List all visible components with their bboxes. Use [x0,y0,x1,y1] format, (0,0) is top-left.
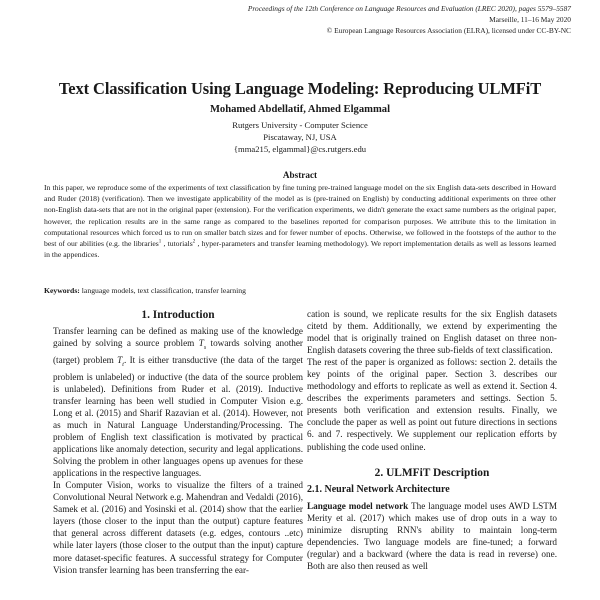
keywords-line [44,285,556,296]
paragraph: The rest of the paper is organized as follows: section 2. details the key points of the original paper. Section 3. describes our methodology and efforts to replicate as well as extend it. Section 4. describes the experiments parameters and settings. Section 5. presents both verification and extension results. Finally, we conclude the paper as well as point out future directions in sections 6. and 7. respectively. We supplement our replication efforts by publishing the code used online. [307,357,557,452]
license-line: © European Language Resources Association (ELRA), licensed under CC-BY-NC [326,26,571,35]
affiliation: Rutgers University - Computer Science [232,120,368,130]
footnote-marker[interactable]: 1 [158,239,162,245]
math-subscript: t [122,361,124,368]
text-run: . It is either transductive (the data of the target problem is unlabeled) or inductive (the data of the source problem is unlabeled). Definitions from Ruder et al. (2019). Inductive transfer learning has been well studied in Computer Vision e.g. Long et al. (2015) and Sharif Razavian et al. (2014). However, not as much in Natural Language Understanding/Processing. The problem of English text classification is motivated by practical applications like anomaly detection, security and legal applications. Solving the problem in other languages opens up avenues for these applications in the respective languages. [53,354,303,479]
email: {mma215, elgammal}@cs.rutgers.edu [233,144,367,154]
paragraph [307,500,557,572]
right-column [307,308,557,572]
abstract-text-part: In this paper, we reproduce some of the experiments of text classification by fine tuning pre-trained language model on the six English data-sets described in Howard and Ruder (2018) (verification). Then we investigate applicability of the model as is (pre-trained on English) by conducting additional experiments on three other non-English data-sets that are not in the original paper (extension). For the verification experiments, we didn't generate the exact same numbers as the original paper, however, the replication results are in the same range as compared to the baselines reported for comparison purposes. We attribute this to the limitation in computational resources which forced us to run on smaller batch sizes and for fewer number of epochs. Otherwise, we followed in the footsteps of the author to the best of our abilities (e.g. the libraries [44,183,556,249]
math-var: T [198,338,204,349]
math-symbol [117,354,124,368]
keywords-text: language models, text classification, transfer learning [79,286,246,295]
footnote-marker[interactable]: 2 [192,239,196,245]
math-var: T [117,354,123,365]
run-in-heading: Language model network [307,500,409,511]
text-run: The language model uses AWD LSTM Merity et al. (2017) which makes use of drop outs in a way to minimize disrupting RNN's ability to maintain long-term dependencies. Two language models are fine-tuned; a forward (regular) and a backward (where the data is read in reverse) one. Both are also then reused as well [307,500,558,571]
address: Piscataway, NJ, USA [263,132,337,142]
proceedings-line: Proceedings of the 12th Conference on Language Resources and Evaluation (LREC 2020), pages 5579–5587 [247,4,571,13]
paragraph [53,325,303,479]
section-heading-ulmfit: 2. ULMFiT Description [374,466,490,479]
abstract-text [44,182,556,260]
paragraph: In Computer Vision, works to visualize the filters of a trained Convolutional Neural Network e.g. Mahendran and Vedaldi (2016), Samek et al. (2016) and Yosinski et al. (2014) show that the earlier layers (those closer to the input than the output) capture features that general across different datasets (e.g. edges, contours ..etc) while later layers (those closer to the output than the input) capture more dataset-specific features. A successful strategy for Computer Vision transfer learning has been transferring the ear- [53,480,303,575]
math-subscript: s [203,344,207,351]
abstract-heading: Abstract [282,170,318,180]
subsection-heading-architecture: 2.1. Neural Network Architecture [307,483,450,495]
paper-authors: Mohamed Abdellatif, Ahmed Elgammal [209,104,391,115]
abstract-text-part: , tutorials [161,239,193,249]
abstract-text-part: , hyper-parameters and transfer learning methodology). We report implementation details as well as lessons learned in the appendices. [44,239,556,260]
paragraph: cation is sound, we replicate results for the six English datasets citetd by them. Additionally, we extend by experimenting the model that is originally trained on English dataset on three non-English datasets covering the three sub-fields of text classification. [307,309,557,356]
section-heading-introduction: 1. Introduction [141,309,215,321]
paper-title: Text Classification Using Language Modeling: Reproducing ULMFiT [58,79,542,98]
location-date-line: Marseille, 11–16 May 2020 [489,15,571,24]
text-run: Transfer learning can be defined as making use of the knowledge gained by solving a source problem [53,326,303,349]
author-affiliation-block [0,119,600,155]
keywords-label: Keywords: [44,286,80,295]
left-column [53,308,303,576]
page-header [248,3,571,36]
text-run: towards solving another (target) problem [53,338,303,365]
spacer [307,453,557,466]
